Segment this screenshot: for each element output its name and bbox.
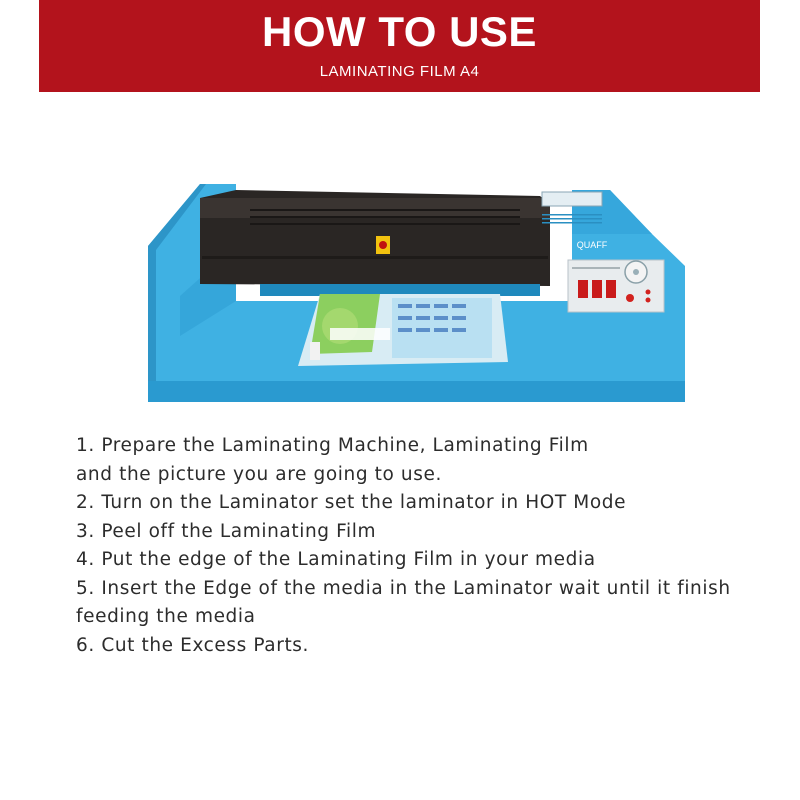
- instruction-line: feeding the media: [76, 606, 256, 627]
- instruction-line: 1. Prepare the Laminating Machine, Laminating Film: [76, 435, 589, 456]
- instruction-line: 2. Turn on the Laminator set the laminator in HOT Mode: [76, 492, 627, 513]
- page-title: HOW TO USE: [262, 8, 537, 55]
- brand-logo: QUAFF: [576, 240, 608, 250]
- laminator-image: [140, 176, 700, 408]
- instruction-line: 3. Peel off the Laminating Film: [76, 520, 377, 542]
- page-subtitle: LAMINATING FILM A4: [319, 63, 480, 80]
- instructions-list: [76, 432, 776, 660]
- laminator-illustration: [140, 176, 700, 408]
- instruction-line: and the picture you are going to use.: [76, 463, 442, 485]
- instruction-line: 5. Insert the Edge of the media in the Laminator wait until it finish: [76, 577, 731, 599]
- instruction-line: 6. Cut the Excess Parts.: [76, 634, 310, 656]
- instruction-line: 4. Put the edge of the Laminating Film in your media: [76, 549, 596, 570]
- display-window: [542, 192, 602, 206]
- header-banner: [39, 0, 760, 92]
